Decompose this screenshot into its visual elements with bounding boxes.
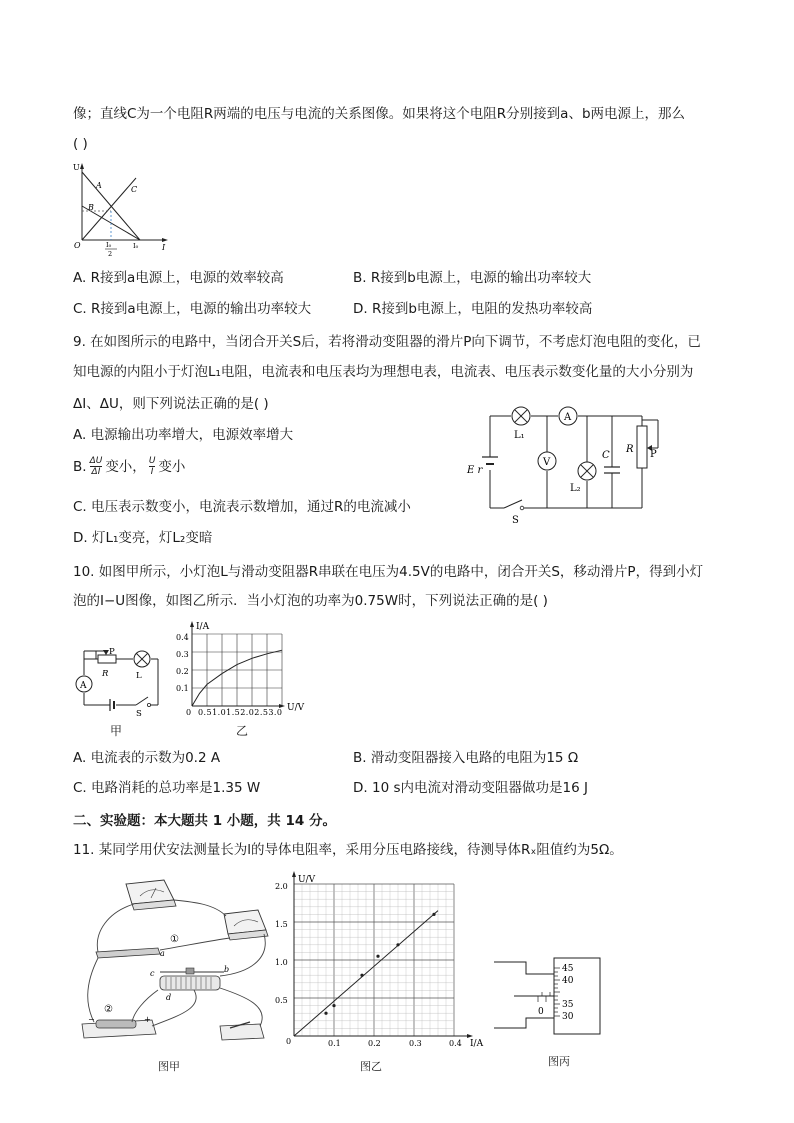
q11-xtick-0.1: 0.1 (328, 1039, 341, 1048)
q11-xtick-0.2: 0.2 (368, 1039, 381, 1048)
data-point (360, 974, 363, 977)
q10-option-c[interactable]: C. 电路消耗的总功率是1.35 W (73, 780, 261, 796)
q10-s-label: S (136, 709, 142, 719)
q10-option-a[interactable]: A. 电流表的示数为0.2 A (73, 750, 221, 766)
q11-fig-bing: 图丙 (548, 1055, 570, 1068)
q11-ytick-1.5: 1.5 (275, 920, 288, 929)
q11-xlabel: I/A (470, 1039, 484, 1049)
q11-fig-jia: 图甲 (158, 1060, 180, 1073)
q10-ytick-0.1: 0.1 (176, 684, 189, 693)
q11-label-two: ② (104, 1004, 113, 1015)
q9-option-a[interactable]: A. 电源输出功率增大，电源效率增大 (73, 427, 294, 443)
ammeter-meter-icon (126, 880, 176, 910)
q11-micro-tick-35: 35 (562, 1000, 574, 1010)
q11-ui-chart (270, 870, 490, 1055)
q10-xticks: 0.51.01.52.02.53.0 (198, 708, 282, 717)
q11-fig-yi: 图乙 (360, 1060, 382, 1073)
switch-icon (220, 1022, 264, 1040)
q8-option-a[interactable]: A. R接到a电源上，电源的效率较高 (73, 270, 284, 286)
q11-ytick-0.5: 0.5 (275, 996, 288, 1005)
q8-axis-u: U (73, 163, 80, 172)
q8-i0half-num: I₀ (106, 241, 112, 249)
q9-frac1-num: ΔU (89, 456, 103, 466)
q8-stem-line1: 像；直线C为一个电阻R两端的电压与电流的关系图像。如果将这个电阻R分别接到a、b两电源上，那么 (73, 106, 686, 122)
q11-label-one: ① (170, 934, 179, 945)
q9-l2-label: L₂ (570, 483, 581, 494)
q8-origin: O (74, 241, 81, 250)
q9-p-label: P (650, 449, 657, 460)
q10-ylabel: I/A (196, 622, 210, 632)
rheostat-icon (160, 968, 224, 990)
q10-fig-jia: 甲 (110, 724, 123, 738)
q9-voltmeter-label: V (543, 457, 551, 468)
q9-r-label: R (626, 444, 634, 455)
q8-option-b[interactable]: B. R接到b电源上，电源的输出功率较大 (353, 270, 592, 286)
q9-frac1-den: ΔI (91, 467, 101, 477)
q11-label-b: b (224, 965, 230, 974)
q8-axis-i: I (162, 243, 166, 252)
q8-label-a: A (96, 181, 102, 190)
q10-stem-line1: 10. 如图甲所示，小灯泡L与滑动变阻器R串联在电压为4.5V的电路中，闭合开关S，移动滑片P，得到小灯 (73, 564, 704, 580)
q9-stem-line3: ΔI、ΔU，则下列说法正确的是( ) (73, 396, 269, 412)
q10-ytick-0.4: 0.4 (176, 633, 189, 642)
q8-graph (70, 160, 180, 260)
voltmeter-meter-icon (224, 910, 268, 940)
q9-frac2-den: I (150, 467, 154, 477)
lamp-l1-icon (512, 407, 530, 425)
q10-fig-yi: 乙 (236, 724, 249, 738)
q11-micro-tick-30: 30 (562, 1012, 574, 1022)
q8-i0: I₀ (133, 242, 139, 250)
q8-option-d[interactable]: D. R接到b电源上，电阻的发热功率较高 (353, 301, 593, 317)
q11-label-d: d (166, 993, 172, 1002)
q11-label-c: c (150, 969, 155, 978)
q9-stem-line2: 知电源的内阻小于灯泡L₁电阻，电流表和电压表均为理想电表，电流表、电压表示数变化量的大小分别为 (73, 364, 694, 380)
lamp-l-icon (134, 651, 150, 667)
q10-ytick-0.3: 0.3 (176, 650, 189, 659)
q10-ytick-0.2: 0.2 (176, 667, 189, 676)
q9-stem-line1: 9. 在如图所示的电路中，当闭合开关S后，若将滑动变阻器的滑片P向下调节，不考虑灯泡电阻的变化，已 (73, 334, 701, 350)
q9-fraction-u-i (149, 456, 156, 477)
q8-i0half-den: 2 (108, 250, 113, 258)
q9-option-d[interactable]: D. 灯L₁变亮，灯L₂变暗 (73, 530, 213, 546)
conductor-bar (96, 948, 160, 958)
q10-option-d[interactable]: D. 10 s内电流对滑动变阻器做功是16 J (353, 780, 588, 796)
q8-bracket: ( ) (73, 136, 88, 152)
data-point (396, 943, 399, 946)
data-point (432, 913, 435, 916)
q11-micrometer (494, 956, 606, 1038)
q10-option-b[interactable]: B. 滑动变阻器接入电路的电阻为15 Ω (353, 750, 579, 766)
q9-option-c[interactable]: C. 电压表示数变小，电流表示数增加，通过R的电流减小 (73, 499, 411, 515)
q10-r-label: R (102, 669, 109, 679)
q8-label-c: C (131, 185, 138, 194)
q11-xtick-0.4: 0.4 (449, 1039, 462, 1048)
q11-apparatus (74, 876, 274, 1051)
q11-micro-tick-40: 40 (562, 976, 574, 986)
q9-option-b-mid: 变小， (105, 458, 146, 475)
q11-stem-line1: 11. 某同学用伏安法测量长为l的导体电阻率，采用分压电路接线，待测导体Rₓ阻值约为5Ω。 (73, 842, 623, 858)
q10-xlabel: U/V (287, 703, 305, 713)
q11-micro-zero: 0 (538, 1007, 544, 1017)
data-point (324, 1012, 327, 1015)
q10-stem-line2: 泡的I−U图像，如图乙所示．当小灯泡的功率为0.75W时，下列说法正确的是( ) (73, 593, 548, 609)
q11-label-minus: − (88, 1015, 95, 1024)
q9-fraction-du-di (90, 456, 103, 477)
q10-ammeter-label: A (80, 681, 87, 691)
lamp-l2-icon (578, 462, 596, 480)
section-heading: 二、实验题：本大题共 1 小题，共 14 分。 (73, 813, 336, 829)
q9-l1-label: L₁ (514, 430, 525, 441)
q9-er-label: E r (467, 465, 483, 476)
q9-option-b-suffix: 变小 (158, 458, 186, 475)
q11-ytick-1.0: 1.0 (275, 958, 288, 967)
q11-origin: 0 (286, 1037, 292, 1046)
q11-label-plus: + (144, 1015, 151, 1024)
q10-iu-chart (170, 618, 320, 718)
q11-xtick-0.3: 0.3 (409, 1039, 422, 1048)
q8-option-c[interactable]: C. R接到a电源上，电源的输出功率较大 (73, 301, 312, 317)
q9-option-b-prefix: B. (73, 458, 87, 475)
q10-origin: 0 (186, 708, 192, 717)
q8-label-b: B (88, 203, 94, 212)
q10-p-label: P (109, 647, 115, 657)
q9-option-b[interactable] (73, 456, 185, 477)
q9-frac2-num: U (148, 456, 156, 466)
data-point (332, 1004, 335, 1007)
data-point (376, 955, 379, 958)
q9-ammeter-label: A (564, 412, 572, 423)
q11-ytick-2.0: 2.0 (275, 882, 288, 891)
q9-s-label: S (512, 515, 519, 526)
q9-circuit (462, 402, 672, 527)
q11-micro-tick-45: 45 (562, 964, 574, 974)
q10-l-label: L (136, 671, 142, 681)
q9-c-label: C (602, 450, 610, 461)
q11-label-a: a (160, 949, 165, 958)
q11-ylabel: U/V (298, 875, 316, 885)
